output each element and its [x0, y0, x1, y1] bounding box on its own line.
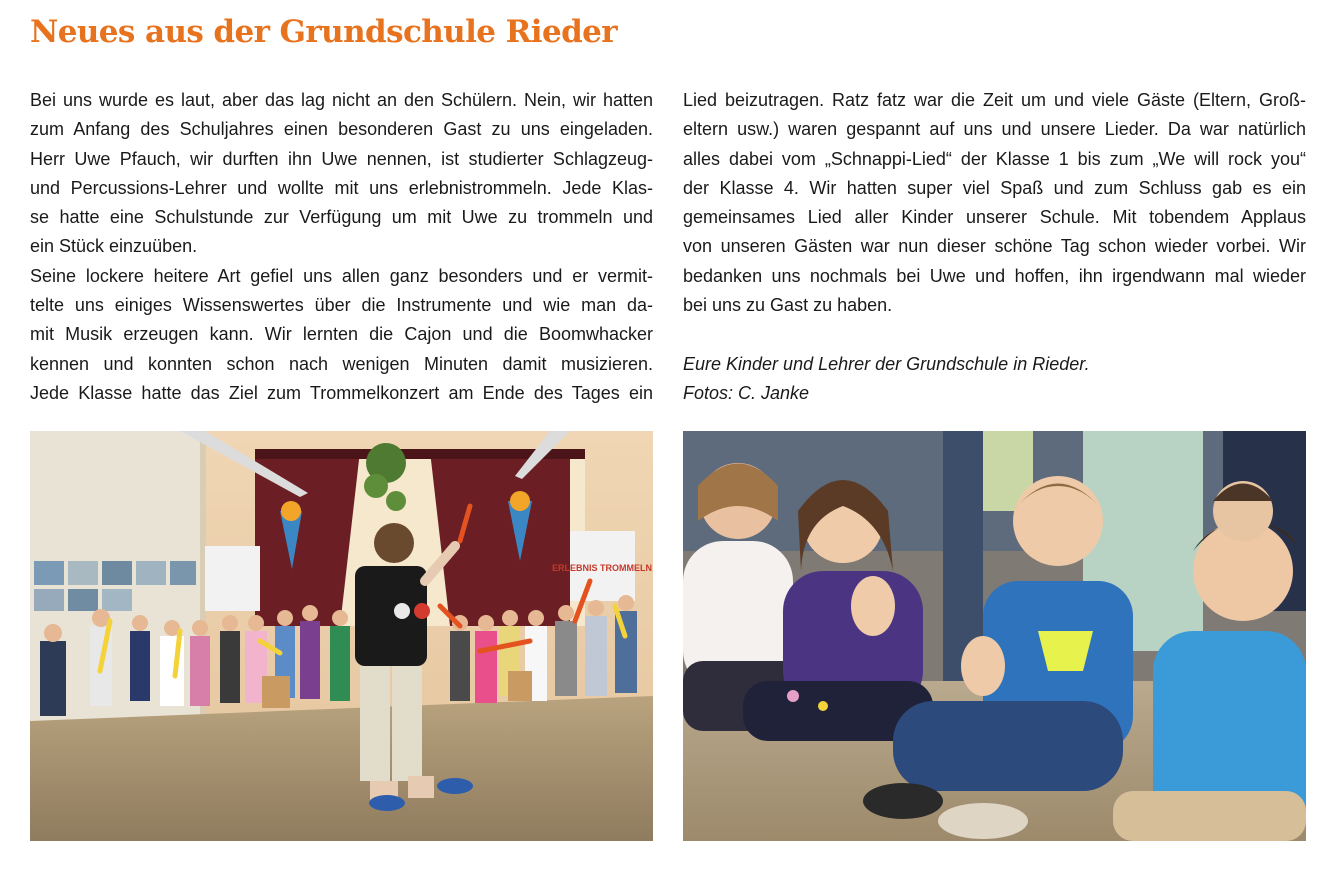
- banner-label: ERLEBNIS TROMMELN: [552, 563, 652, 573]
- article-title: Neues aus der Grundschule Rieder: [30, 14, 618, 50]
- text-line: von unseren Gästen war nun dieser schöne Tag schon wieder vorbei. Wir: [683, 236, 1306, 257]
- article-column-left: [30, 86, 653, 408]
- text-line: ein Stück einzuüben.: [30, 236, 198, 257]
- photo-children-clapping: [683, 431, 1306, 841]
- text-line: eltern usw.) waren gespannt auf uns und unsere Lieder. Da war natürlich: [683, 119, 1306, 140]
- signature: Eure Kinder und Lehrer der Grundschule in Rieder.: [683, 353, 1090, 374]
- photo-credit: Fotos: C. Janke: [683, 382, 810, 403]
- text-line: bei uns zu Gast zu haben.: [683, 295, 893, 316]
- text-line: der Klasse 4. Wir hatten super viel Spaß und zum Schluss gab es ein: [683, 177, 1306, 198]
- text-line: telte uns einiges Wissenswertes über die Instrumente und wie man da-: [30, 295, 653, 316]
- text-line: und Percussions-Lehrer und wollte mit uns erlebnistrommeln. Jede Klas-: [30, 177, 653, 198]
- text-line: alles dabei vom „Schnappi-Lied“ der Klasse 1 bis zum „We will rock you“: [683, 148, 1306, 169]
- text-line: Bei uns wurde es laut, aber das lag nicht an den Schülern. Nein, wir hatten: [30, 90, 653, 110]
- text-line: bedanken uns nochmals bei Uwe und hoffen, ihn irgendwann mal wieder: [683, 265, 1306, 286]
- paragraph-gap: [683, 320, 1306, 349]
- text-line: se hatte eine Schulstunde zur Verfügung um mit Uwe zu trommeln und: [30, 207, 653, 228]
- text-line: mit Musik erzeugen kann. Wir lernten die Cajon und die Boomwhacker: [30, 324, 653, 345]
- text-line: Lied beizutragen. Ratz fatz war die Zeit um und viele Gäste (Eltern, Groß-: [683, 90, 1306, 110]
- text-line: gemeinsames Lied aller Kinder unserer Schule. Mit tobendem Applaus: [683, 207, 1306, 228]
- text-line: zum Anfang des Schuljahres einen besonderen Gast zu uns eingeladen.: [30, 119, 653, 140]
- photo-drumming-workshop: [30, 431, 653, 841]
- text-line: Herr Uwe Pfauch, wir durften ihn Uwe nennen, ist studierter Schlagzeug-: [30, 148, 653, 169]
- photo-children-clapping-illustration: [683, 431, 1306, 841]
- text-line: kennen und konnten schon nach wenigen Minuten damit musizieren.: [30, 353, 653, 374]
- article-column-right: [683, 86, 1306, 408]
- text-line: Seine lockere heitere Art gefiel uns allen ganz besonders und er vermit-: [30, 265, 653, 286]
- photo-drumming-workshop-illustration: [30, 431, 653, 841]
- text-line: Jede Klasse hatte das Ziel zum Trommelkonzert am Ende des Tages ein: [30, 382, 653, 403]
